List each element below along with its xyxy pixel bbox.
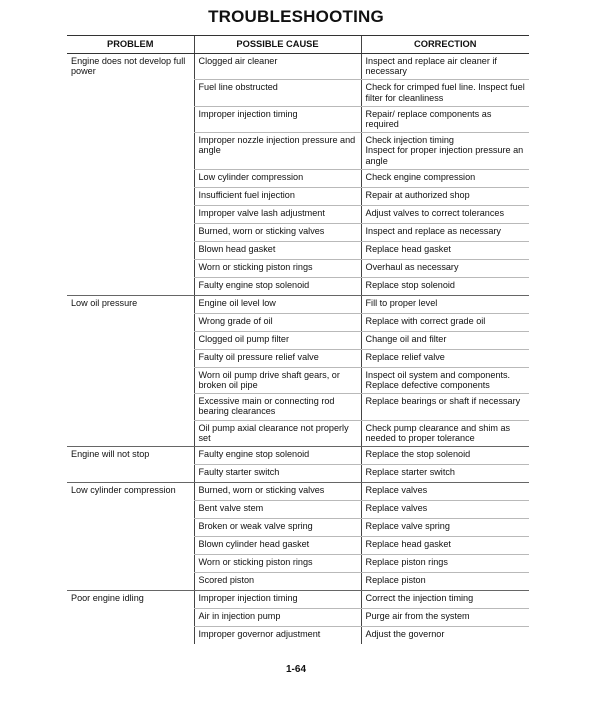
cause-cell: Broken or weak valve spring [194, 519, 361, 537]
correction-cell: Repair/ replace components as required [361, 106, 529, 132]
table-row [67, 447, 529, 465]
correction-cell: Adjust valves to correct tolerances [361, 205, 529, 223]
correction-cell: Replace valve spring [361, 519, 529, 537]
cause-cell: Faulty engine stop solenoid [194, 447, 361, 465]
table-body [67, 54, 529, 645]
problem-cell: Poor engine idling [71, 593, 144, 604]
correction-column-header: CORRECTION [361, 36, 529, 54]
cause-cell: Bent valve stem [194, 501, 361, 519]
cause-cell: Clogged oil pump filter [194, 331, 361, 349]
cause-cell: Burned, worn or sticking valves [194, 483, 361, 501]
table-row [67, 591, 529, 609]
table-header-row [67, 36, 529, 54]
cause-cell: Insufficient fuel injection [194, 187, 361, 205]
correction-cell: Change oil and filter [361, 331, 529, 349]
cause-cell: Improper governor adjustment [194, 627, 361, 645]
cause-cell: Scored piston [194, 573, 361, 591]
correction-cell: Repair at authorized shop [361, 187, 529, 205]
cause-cell: Worn or sticking piston rings [194, 555, 361, 573]
problem-cell: Low oil pressure [67, 295, 194, 446]
correction-cell: Replace relief valve [361, 349, 529, 367]
correction-cell: Correct the injection timing [361, 591, 529, 609]
correction-cell: Fill to proper level [361, 295, 529, 313]
correction-cell: Replace head gasket [361, 241, 529, 259]
page-title: TROUBLESHOOTING [208, 7, 384, 26]
cause-cell: Worn or sticking piston rings [194, 259, 361, 277]
cause-cell: Air in injection pump [194, 609, 361, 627]
correction-cell: Replace bearings or shaft if necessary [361, 394, 529, 420]
correction-cell: Purge air from the system [361, 609, 529, 627]
cause-cell: Excessive main or connecting rod bearing clearances [194, 394, 361, 420]
correction-cell: Replace the stop solenoid [361, 447, 529, 465]
correction-cell: Check engine compression [361, 169, 529, 187]
cause-cell: Blown head gasket [194, 241, 361, 259]
correction-cell: Replace stop solenoid [361, 277, 529, 295]
correction-cell: Replace piston rings [361, 555, 529, 573]
problem-column-header: PROBLEM [67, 36, 194, 54]
cause-cell: Faulty oil pressure relief valve [194, 349, 361, 367]
cause-cell: Improper injection timing [194, 591, 361, 609]
table-row [67, 54, 529, 80]
cause-cell: Improper injection timing [194, 106, 361, 132]
cause-cell: Low cylinder compression [194, 169, 361, 187]
table-row [67, 483, 529, 501]
cause-column-header: POSSIBLE CAUSE [194, 36, 361, 54]
cause-cell: Improper nozzle injection pressure and angle [194, 133, 361, 170]
cause-cell: Fuel line obstructed [194, 80, 361, 106]
cause-cell: Worn oil pump drive shaft gears, or broken oil pipe [194, 367, 361, 393]
correction-cell: Check pump clearance and shim as needed to proper tolerance [361, 420, 529, 446]
cause-cell: Blown cylinder head gasket [194, 537, 361, 555]
correction-cell: Inspect and replace as necessary [361, 223, 529, 241]
correction-cell: Inspect oil system and components. Replace defective components [361, 367, 529, 393]
cause-cell: Burned, worn or sticking valves [194, 223, 361, 241]
correction-cell: Replace valves [361, 483, 529, 501]
cause-cell: Faulty engine stop solenoid [194, 277, 361, 295]
cause-cell: Clogged air cleaner [194, 54, 361, 80]
cause-cell: Wrong grade of oil [194, 313, 361, 331]
correction-cell: Replace starter switch [361, 465, 529, 483]
correction-cell: Replace head gasket [361, 537, 529, 555]
correction-cell: Adjust the governor [361, 627, 529, 645]
correction-cell: Inspect and replace air cleaner if necessary [361, 54, 529, 80]
problem-cell: Engine will not stop [67, 447, 194, 483]
problem-cell: Engine does not develop full power [67, 54, 194, 296]
cause-cell: Oil pump axial clearance not properly set [194, 420, 361, 446]
problem-cell: Low cylinder compression [67, 483, 194, 591]
page-number: 1-64 [285, 664, 306, 675]
cause-cell: Improper valve lash adjustment [194, 205, 361, 223]
cause-cell: Engine oil level low [194, 295, 361, 313]
correction-cell: Replace piston [361, 573, 529, 591]
troubleshooting-table [67, 35, 529, 644]
correction-cell: Check for crimped fuel line. Inspect fuel filter for cleanliness [361, 80, 529, 106]
correction-cell: Check injection timing Inspect for proper injection pressure an angle [361, 133, 529, 170]
table-row [67, 295, 529, 313]
correction-cell: Replace valves [361, 501, 529, 519]
cause-cell: Faulty starter switch [194, 465, 361, 483]
correction-cell: Overhaul as necessary [361, 259, 529, 277]
correction-cell: Replace with correct grade oil [361, 313, 529, 331]
